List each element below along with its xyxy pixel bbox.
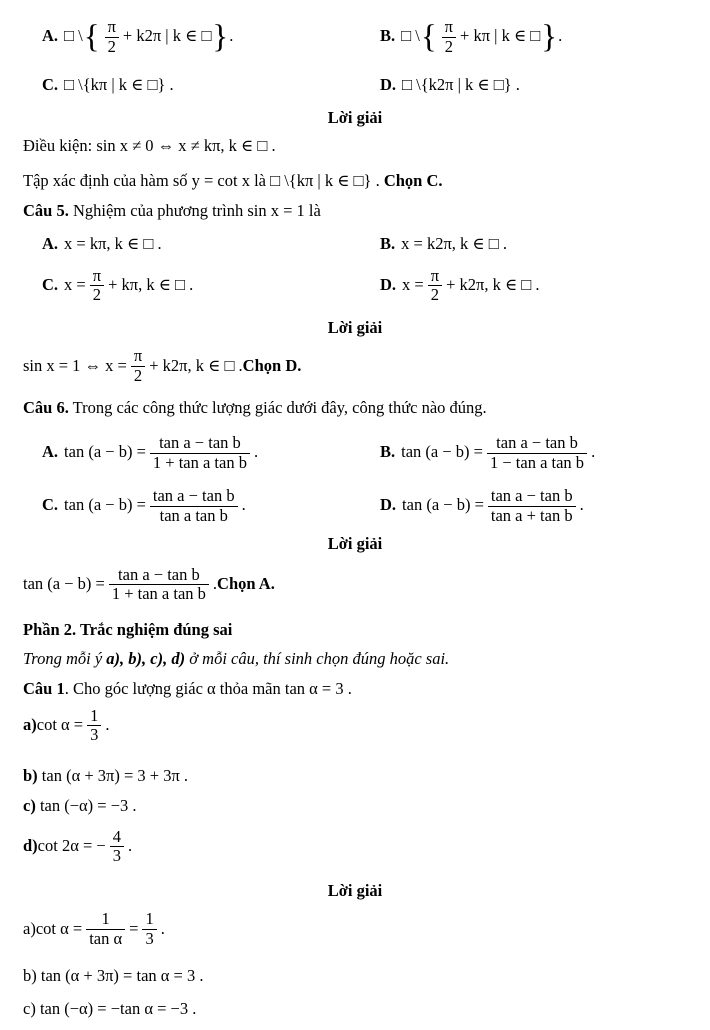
question1-tail: .: [343, 678, 352, 698]
item-a-formula-pre: cot α =: [36, 715, 84, 735]
option-b-formula-end: .: [591, 441, 596, 461]
open-brace: {: [83, 18, 100, 55]
question4-solution-domain: [23, 171, 687, 192]
question6-heading: [23, 398, 687, 419]
question5-solution: [23, 344, 687, 388]
fraction-numerator: tan a − tan b: [150, 434, 250, 453]
fraction: [428, 267, 442, 305]
question1-text: . Cho góc lượng giác α thỏa mãn: [64, 678, 285, 698]
option-a-formula-end: .: [229, 25, 234, 45]
option-a-label: A.: [42, 441, 59, 461]
question1-item-d: [23, 825, 687, 869]
fraction-denominator: 2: [133, 365, 143, 385]
question4-option-b: [380, 18, 562, 56]
option-b-label: B.: [380, 234, 396, 254]
question4-options-row-ab: [23, 12, 687, 62]
option-c-label: C.: [42, 494, 59, 514]
fraction-numerator: tan a − tan b: [109, 566, 209, 585]
fraction-numerator: π: [131, 347, 145, 366]
intro-item-labels: a), b), c), d): [106, 649, 186, 669]
fraction: [105, 18, 119, 56]
fraction-denominator: 2: [107, 36, 116, 56]
intro-tail: ở mỗi câu, thí sinh chọn đúng hoặc sai.: [185, 649, 450, 669]
fraction-denominator: 3: [145, 928, 154, 948]
question4-options-row-cd: [23, 75, 687, 96]
question5-text: Nghiệm của phương trình: [68, 200, 248, 220]
option-d-formula-pre: tan (a − b) =: [402, 494, 484, 514]
intro-pre: Trong mỗi ý: [23, 649, 107, 669]
fraction-numerator: tan a − tan b: [487, 434, 587, 453]
solution-heading: Lời giải: [327, 317, 383, 337]
condition-formula: sin x ≠ 0 ⇔ x ≠ kπ, k ∈ □ .: [96, 136, 276, 156]
question1-item-c: [23, 796, 687, 817]
question6-option-d: [380, 487, 584, 525]
solution-formula-tail: + k2π, k ∈ □ .: [149, 356, 243, 376]
question6-options-row-ab: [23, 429, 687, 477]
fraction-numerator: π: [428, 267, 442, 286]
domain-set: là □ \{kπ | k ∈ □} .: [249, 170, 384, 190]
fraction-denominator: 1 + tan a tan b: [152, 452, 247, 472]
fraction: [86, 910, 125, 948]
fraction: [442, 18, 456, 56]
question5-option-c: [42, 267, 380, 305]
option-c-label: C.: [42, 75, 59, 94]
option-b-formula-tail: + kπ | k ∈ □: [460, 25, 541, 45]
option-d-label: D.: [380, 274, 397, 294]
option-a-formula: x = kπ, k ∈ □ .: [64, 234, 162, 254]
question6-solution: [23, 561, 687, 609]
option-a-formula-end: .: [253, 441, 259, 461]
fraction: [109, 566, 209, 604]
option-b-formula-end: .: [558, 25, 563, 45]
fraction: [488, 487, 576, 525]
option-c-formula-pre: tan (a − b) =: [64, 494, 146, 514]
option-c-label: C.: [42, 274, 59, 294]
question4-option-c: [42, 75, 380, 96]
sol-a-formula-mid: =: [129, 919, 139, 939]
question5-heading: [23, 201, 687, 222]
fraction-denominator: 2: [430, 285, 440, 305]
solution-formula-pre: sin x = 1 ⇔ x =: [23, 356, 127, 376]
fraction-numerator: 1: [87, 707, 101, 726]
item-b-formula: tan (α + 3π) = 3 + 3π .: [37, 765, 189, 785]
fraction-denominator: 3: [90, 725, 99, 744]
question1-solution-c: [23, 999, 687, 1020]
option-c-formula-end: .: [241, 494, 246, 514]
item-c-label: c): [23, 796, 36, 816]
question6-option-a: [42, 434, 380, 472]
question4-option-a: [42, 18, 380, 56]
part2-heading: Phần 2. Trắc nghiệm đúng sai: [23, 619, 233, 639]
question6-option-b: [380, 434, 595, 472]
option-a-label: A.: [42, 234, 59, 254]
option-b-formula-pre: tan (a − b) =: [401, 441, 483, 461]
option-a-label: A.: [42, 25, 59, 45]
fraction-numerator: 1: [142, 910, 156, 929]
solution-heading: Lời giải: [327, 107, 383, 127]
solution-heading: Lời giải: [327, 880, 383, 900]
fraction: [142, 910, 156, 948]
fraction-numerator: π: [105, 18, 119, 37]
fraction-denominator: 1 + tan a tan b: [111, 584, 206, 604]
solution-formula-pre: tan (a − b) =: [23, 574, 105, 594]
question5-option-d: [380, 267, 540, 305]
option-d-formula-tail: + k2π, k ∈ □ .: [446, 274, 540, 294]
option-d-formula: □ \{k2π | k ∈ □} .: [402, 75, 520, 94]
question4-solution-condition: [23, 136, 687, 157]
option-b-formula-pre: □ \: [401, 25, 420, 45]
option-a-formula-pre: tan (a − b) =: [64, 441, 146, 461]
fraction-denominator: 3: [112, 846, 121, 866]
sol-c-formula: tan (−α) = −tan α = −3 .: [35, 999, 197, 1018]
part2-intro: [23, 649, 687, 670]
chosen-answer: Chọn D.: [242, 356, 302, 376]
question6-options-row-cd: [23, 482, 687, 530]
fraction-denominator: 2: [444, 36, 453, 56]
question6-text: Trong các công thức lượng giác dưới đây, công thức nào đúng.: [68, 398, 487, 418]
open-brace: {: [420, 18, 437, 55]
option-d-formula-end: .: [579, 494, 584, 514]
sol-a-formula-end: .: [160, 919, 165, 939]
question1-solution-b: [23, 966, 687, 987]
close-brace: }: [541, 18, 558, 55]
question6-option-c: [42, 487, 380, 525]
item-d-formula-pre: cot 2α = −: [37, 836, 106, 856]
item-d-formula-end: .: [127, 836, 133, 856]
close-brace: }: [212, 18, 229, 55]
question1-item-b: [23, 766, 687, 787]
option-d-label: D.: [380, 75, 397, 94]
question5-number: Câu 5.: [23, 200, 69, 220]
fraction: [131, 347, 145, 385]
fraction-denominator: 1 − tan a tan b: [489, 452, 585, 472]
question5-option-a: [42, 234, 380, 255]
item-b-label: b): [23, 765, 38, 785]
option-d-label: D.: [380, 494, 397, 514]
fraction-denominator: tan a tan b: [159, 505, 228, 525]
fraction-denominator: 2: [92, 285, 102, 305]
option-b-formula: x = k2π, k ∈ □ .: [401, 234, 507, 254]
option-b-label: B.: [380, 441, 396, 461]
sol-b-formula: tan (α + 3π) = tan α = 3 .: [36, 966, 204, 986]
fraction-numerator: 1: [86, 910, 125, 929]
question1-item-a: [23, 704, 687, 748]
question1-solution-a: [23, 907, 687, 951]
fraction-numerator: tan a − tan b: [150, 487, 238, 506]
question5-options-row-ab: [23, 234, 687, 255]
fraction: [110, 828, 124, 866]
math-worksheet-page: [0, 12, 710, 1020]
question1-formula: tan α = 3: [284, 678, 344, 698]
question5-option-b: [380, 234, 507, 255]
question4-option-d: [380, 75, 520, 96]
condition-label: Điều kiện:: [23, 136, 97, 156]
chosen-answer: Chọn A.: [217, 574, 275, 594]
question5-tail: là: [304, 200, 321, 220]
fraction: [90, 267, 104, 305]
domain-formula: y = cot x: [191, 170, 250, 190]
fraction: [487, 434, 587, 472]
fraction-numerator: π: [90, 267, 104, 286]
solution-heading: Lời giải: [327, 534, 383, 553]
fraction-denominator: tan a + tan b: [490, 505, 573, 525]
option-c-formula-pre: x =: [64, 274, 86, 294]
question5-formula: sin x = 1: [247, 200, 305, 220]
sol-a-label: a): [23, 919, 36, 939]
fraction-numerator: π: [442, 18, 456, 37]
item-c-formula: tan (−α) = −3 .: [35, 796, 137, 816]
sol-a-formula-pre: cot α =: [35, 919, 83, 939]
solution-formula-mid: .: [212, 574, 218, 594]
option-a-formula-tail: + k2π | k ∈ □: [122, 25, 212, 45]
question1-number: Câu 1: [23, 678, 65, 698]
item-a-formula-end: .: [105, 715, 110, 735]
domain-text: Tập xác định của hàm số: [23, 170, 192, 190]
sol-c-label: c): [23, 999, 36, 1018]
part2-question1-heading: [23, 679, 687, 700]
option-d-formula-pre: x =: [402, 274, 424, 294]
item-d-label: d): [23, 836, 38, 856]
option-c-formula: □ \{kπ | k ∈ □} .: [64, 75, 174, 94]
sol-b-label: b): [23, 966, 37, 986]
fraction-numerator: tan a − tan b: [488, 487, 576, 506]
question5-options-row-cd: [23, 264, 687, 308]
option-b-label: B.: [380, 25, 396, 45]
fraction: [150, 434, 250, 472]
chosen-answer: Chọn C.: [383, 170, 443, 190]
option-c-formula-tail: + kπ, k ∈ □ .: [108, 274, 194, 294]
option-a-formula-pre: □ \: [64, 25, 83, 45]
question6-number: Câu 6.: [23, 398, 69, 418]
fraction-denominator: tan α: [89, 928, 123, 948]
fraction: [150, 487, 238, 525]
fraction-numerator: 4: [110, 828, 124, 847]
item-a-label: a): [23, 715, 37, 735]
fraction: [87, 707, 101, 745]
